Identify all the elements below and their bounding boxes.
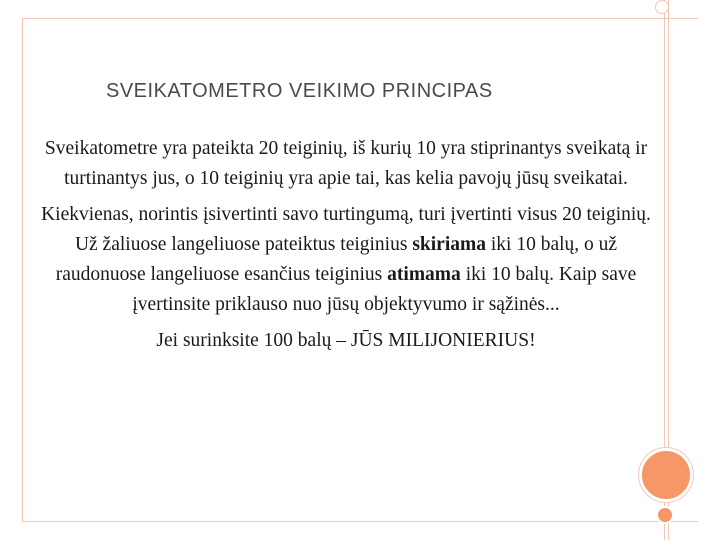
decorative-small-circle bbox=[656, 506, 674, 524]
decorative-orange-circle bbox=[639, 448, 693, 502]
decorative-top-circle bbox=[655, 0, 669, 14]
frame-left-line bbox=[22, 18, 23, 522]
paragraph-conclusion: Jei surinksite 100 balų – JŪS MILIJONIERIUS! bbox=[156, 330, 536, 351]
instructions-bold-skiriama: skiriama bbox=[412, 234, 486, 255]
slide-body bbox=[40, 134, 652, 362]
frame-bottom-line bbox=[22, 521, 698, 522]
frame-top-line bbox=[22, 18, 698, 19]
instructions-text-2: iki 10 balų, o už raudonuose langeliuose esančius teiginius bbox=[55, 234, 618, 285]
instructions-text-1: Kiekvienas, norintis įsivertinti savo turtingumą, turi įvertinti visus 20 teiginių. Už žaliuose langeliuose pateiktus teiginius bbox=[41, 204, 651, 255]
slide-title: SVEIKATOMETRO VEIKIMO PRINCIPAS bbox=[106, 80, 493, 102]
instructions-text-3: iki 10 balų. Kaip save įvertinsite priklauso nuo jūsų objektyvumo ir sąžinės... bbox=[132, 264, 637, 315]
paragraph-instructions bbox=[40, 200, 652, 320]
instructions-bold-atimama: atimama bbox=[387, 264, 461, 285]
paragraph-intro: Sveikatometre yra pateikta 20 teiginių, iš kurių 10 yra stiprinantys sveikatą ir turtinantys jus, o 10 teiginių yra apie tai, kas kelia pavojų jūsų sveikatai. bbox=[44, 138, 648, 189]
